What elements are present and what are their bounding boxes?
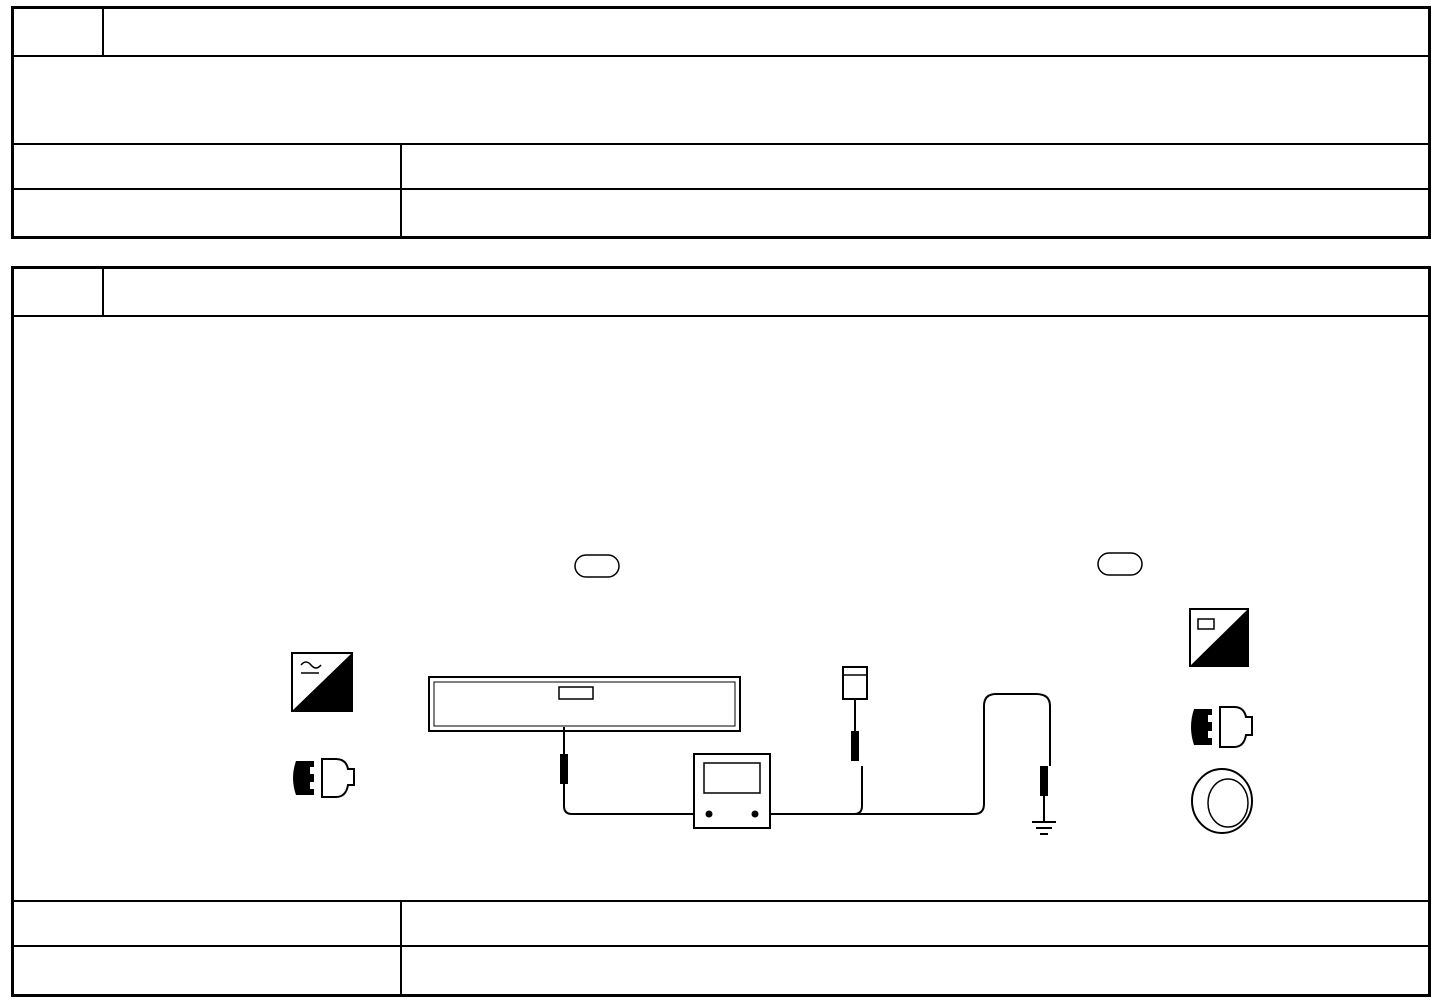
- result-row-ng: [14, 190, 1428, 236]
- step-2-panel: [11, 266, 1431, 997]
- divider: [400, 947, 402, 994]
- step-1-panel: [11, 6, 1431, 239]
- step-1-header: [14, 9, 1428, 57]
- result-row-ng: [14, 947, 1428, 994]
- step-number: [14, 9, 104, 55]
- step-1-body: [14, 57, 1428, 145]
- step-2-verdict-row: [14, 269, 1428, 902]
- result-row-ok: [14, 145, 1428, 190]
- result-row-ok: [14, 902, 1428, 947]
- divider: [400, 902, 402, 945]
- divider: [400, 190, 402, 236]
- divider: [400, 145, 402, 188]
